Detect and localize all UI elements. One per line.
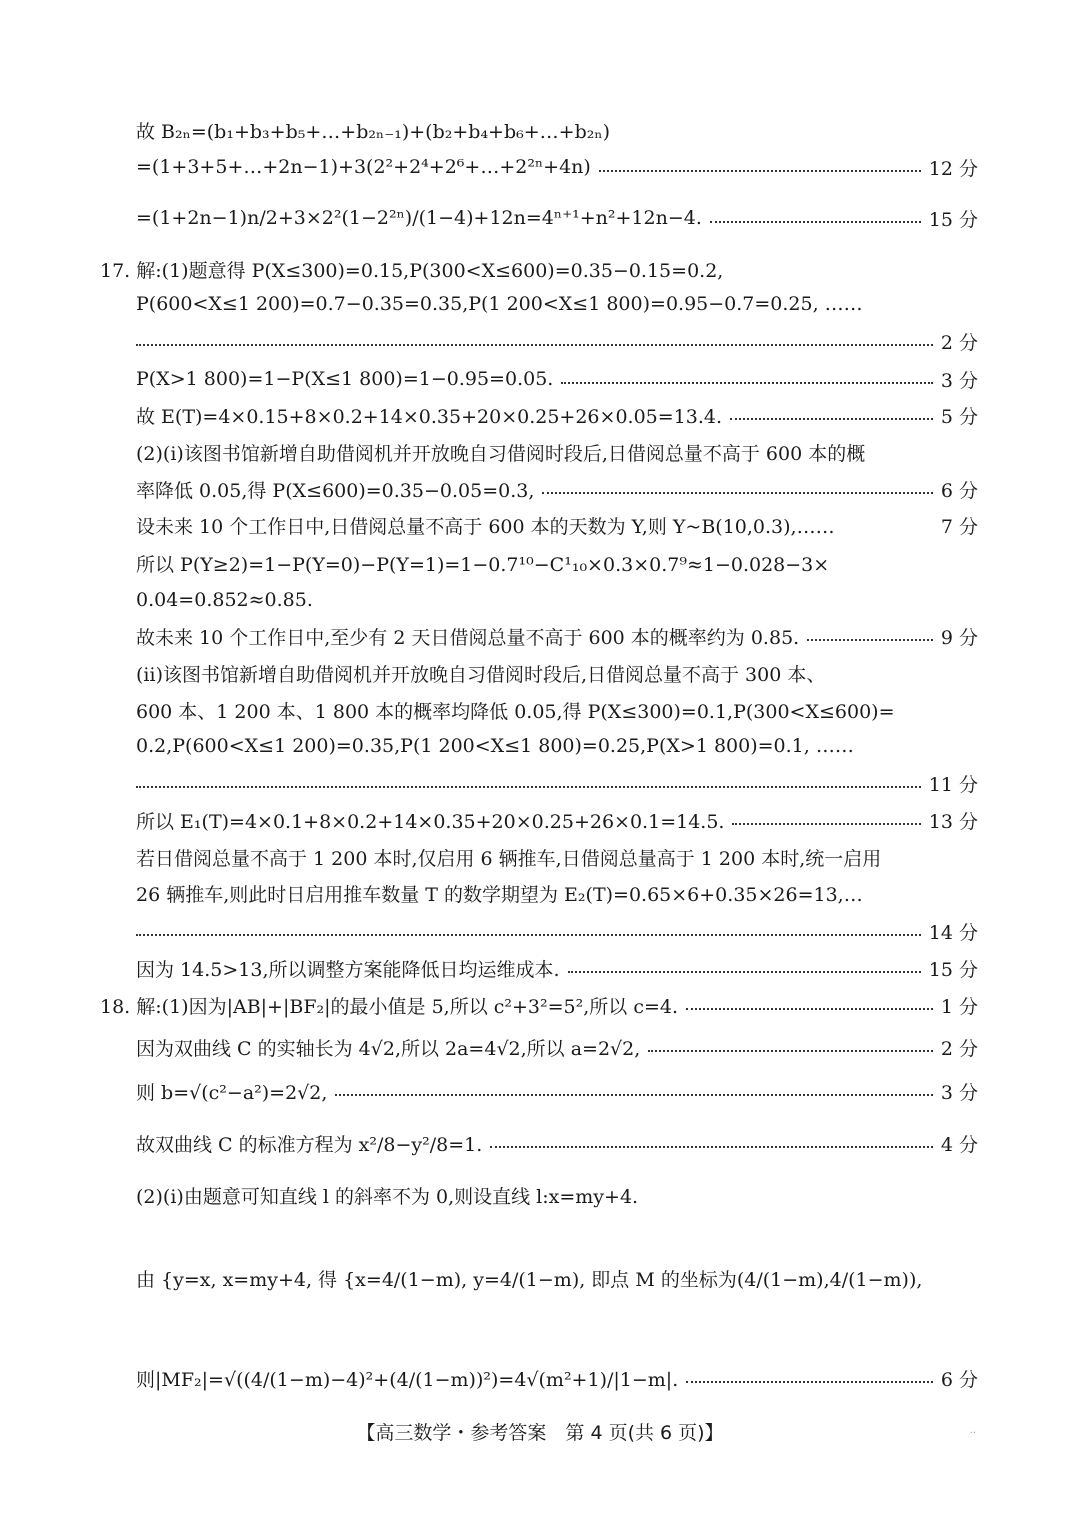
answer-line: 26 辆推车,则此时日启用推车数量 T 的数学期望为 E₂(T)=0.65×6+0.35×26=13,… xyxy=(136,883,863,906)
answer-line: 所以 P(Y≥2)=1−P(Y=0)−P(Y=1)=1−0.7¹⁰−C¹₁₀×0.3×0.7⁹≈1−0.028−3× xyxy=(136,553,830,576)
dot-leader xyxy=(732,823,920,825)
answer-line: 设未来 10 个工作日中,日借阅总量不高于 600 本的天数为 Y,则 Y~B(10,0.3),…… 7 分 xyxy=(136,507,978,543)
dot-leader xyxy=(136,344,933,346)
answer-line: =(1+2n−1)n/2+3×2²(1−2²ⁿ)/(1−4)+12n=4ⁿ⁺¹+n²+12n−4. 15 分 xyxy=(136,200,978,236)
score-label: 15 分 xyxy=(928,208,978,231)
dot-leader xyxy=(599,170,921,172)
page-footer: 【高三数学・参考答案 第 4 页(共 6 页)】 xyxy=(356,1422,724,1444)
score-label: 11 分 xyxy=(928,773,978,796)
answer-line: 故双曲线 C 的标准方程为 x²/8−y²/8=1. 4 分 xyxy=(136,1125,978,1161)
score-label: 7 分 xyxy=(940,515,978,538)
dot-leader xyxy=(807,639,933,641)
score-label: 6 分 xyxy=(940,479,978,502)
answer-line: =(1+3+5+…+2n−1)+3(2²+2⁴+2⁶+…+2²ⁿ+4n) 12 分 xyxy=(136,149,978,185)
answer-line: P(X>1 800)=1−P(X≤1 800)=1−0.95=0.05. 3 分 xyxy=(136,361,978,397)
score-label: 2 分 xyxy=(940,331,978,354)
dot-leader xyxy=(730,418,933,420)
score-label: 4 分 xyxy=(940,1133,978,1156)
answer-line: 600 本、1 200 本、1 800 本的概率均降低 0.05,得 P(X≤300)=0.1,P(300<X≤600)= xyxy=(136,700,895,723)
answer-line: P(600<X≤1 200)=0.7−0.35=0.35,P(1 200<X≤1 800)=0.95−0.7=0.25, …… xyxy=(136,293,863,315)
score-label: 5 分 xyxy=(940,405,978,428)
answer-line: 因为 14.5>13,所以调整方案能降低日均运维成本. 15 分 xyxy=(136,950,978,986)
score-label: 15 分 xyxy=(928,958,978,981)
answer-line: 所以 E₁(T)=4×0.1+8×0.2+14×0.35+20×0.25+26×0.1=14.5. 13 分 xyxy=(136,802,978,838)
answer-line: 则 b=√(c²−a²)=2√2, 3 分 xyxy=(136,1073,978,1109)
answer-line: (2)(ⅰ)该图书馆新增自助借阅机并开放晚自习借阅时段后,日借阅总量不高于 600 本的概 xyxy=(136,442,866,465)
score-label: 1 分 xyxy=(940,995,978,1018)
answer-line: 故未来 10 个工作日中,至少有 2 天日借阅总量不高于 600 本的概率约为 0.85. 9 分 xyxy=(136,618,978,654)
dot-leader xyxy=(490,1146,933,1148)
score-label: 6 分 xyxy=(940,1368,978,1391)
question-17-heading: 17. 解:(1)题意得 P(X≤300)=0.15,P(300<X≤600)=0.35−0.15=0.2, xyxy=(100,259,724,282)
score-label: 2 分 xyxy=(940,1037,978,1060)
dot-leader xyxy=(686,1381,933,1383)
score-label: 12 分 xyxy=(928,157,978,180)
score-label: 3 分 xyxy=(940,369,978,392)
dot-leader xyxy=(136,786,921,788)
answer-line: 若日借阅总量不高于 1 200 本时,仅启用 6 辆推车,日借阅总量高于 1 200 本时,统一启用 xyxy=(136,847,882,870)
dot-leader xyxy=(335,1094,932,1096)
dot-leader xyxy=(710,221,921,223)
answer-line: 因为双曲线 C 的实轴长为 4√2,所以 2a=4√2,所以 a=2√2, 2 分 xyxy=(136,1029,978,1065)
dot-leader xyxy=(136,934,921,936)
score-label: 14 分 xyxy=(928,921,978,944)
dot-leader xyxy=(648,1050,933,1052)
question-18-heading: 18. 解:(1)因为|AB|+|BF₂|的最小值是 5,所以 c²+3²=5²,所以 c=4. 1 分 xyxy=(100,987,978,1023)
answer-line: 0.2,P(600<X≤1 200)=0.35,P(1 200<X≤1 800)=0.25,P(X>1 800)=0.1, …… xyxy=(136,735,854,757)
dot-leader xyxy=(686,1008,933,1010)
answer-line: 则|MF₂|=√((4/(1−m)−4)²+(4/(1−m))²)=4√(m²+1)/|1−m|. 6 分 xyxy=(136,1360,978,1396)
answer-line: (ⅱ)该图书馆新增自助借阅机并开放晚自习借阅时段后,日借阅总量不高于 300 本、 xyxy=(136,663,826,686)
answer-line: 率降低 0.05,得 P(X≤600)=0.35−0.05=0.3, 6 分 xyxy=(136,471,978,507)
dot-leader xyxy=(561,382,933,384)
score-label: 13 分 xyxy=(928,810,978,833)
answer-line: 由 {y=x, x=my+4, 得 {x=4/(1−m), y=4/(1−m), 即点 M 的坐标为(4/(1−m),4/(1−m)), xyxy=(136,1268,923,1291)
answer-line xyxy=(136,913,978,949)
score-label: 3 分 xyxy=(940,1081,978,1104)
answer-line xyxy=(136,323,978,359)
dot-leader xyxy=(568,971,921,973)
answer-line: 故 E(T)=4×0.15+8×0.2+14×0.35+20×0.25+26×0.05=13.4. 5 分 xyxy=(136,397,978,433)
answer-line: 0.04=0.852≈0.85. xyxy=(136,589,313,611)
score-label: 9 分 xyxy=(940,626,978,649)
answer-line: (2)(ⅰ)由题意可知直线 l 的斜率不为 0,则设直线 l:x=my+4. xyxy=(136,1185,639,1208)
corner-mark: ·· xyxy=(969,1428,976,1439)
dot-leader xyxy=(542,492,932,494)
answer-line xyxy=(136,765,978,801)
answer-line: 故 B₂ₙ=(b₁+b₃+b₅+…+b₂ₙ₋₁)+(b₂+b₄+b₆+…+b₂ₙ) xyxy=(136,120,611,143)
